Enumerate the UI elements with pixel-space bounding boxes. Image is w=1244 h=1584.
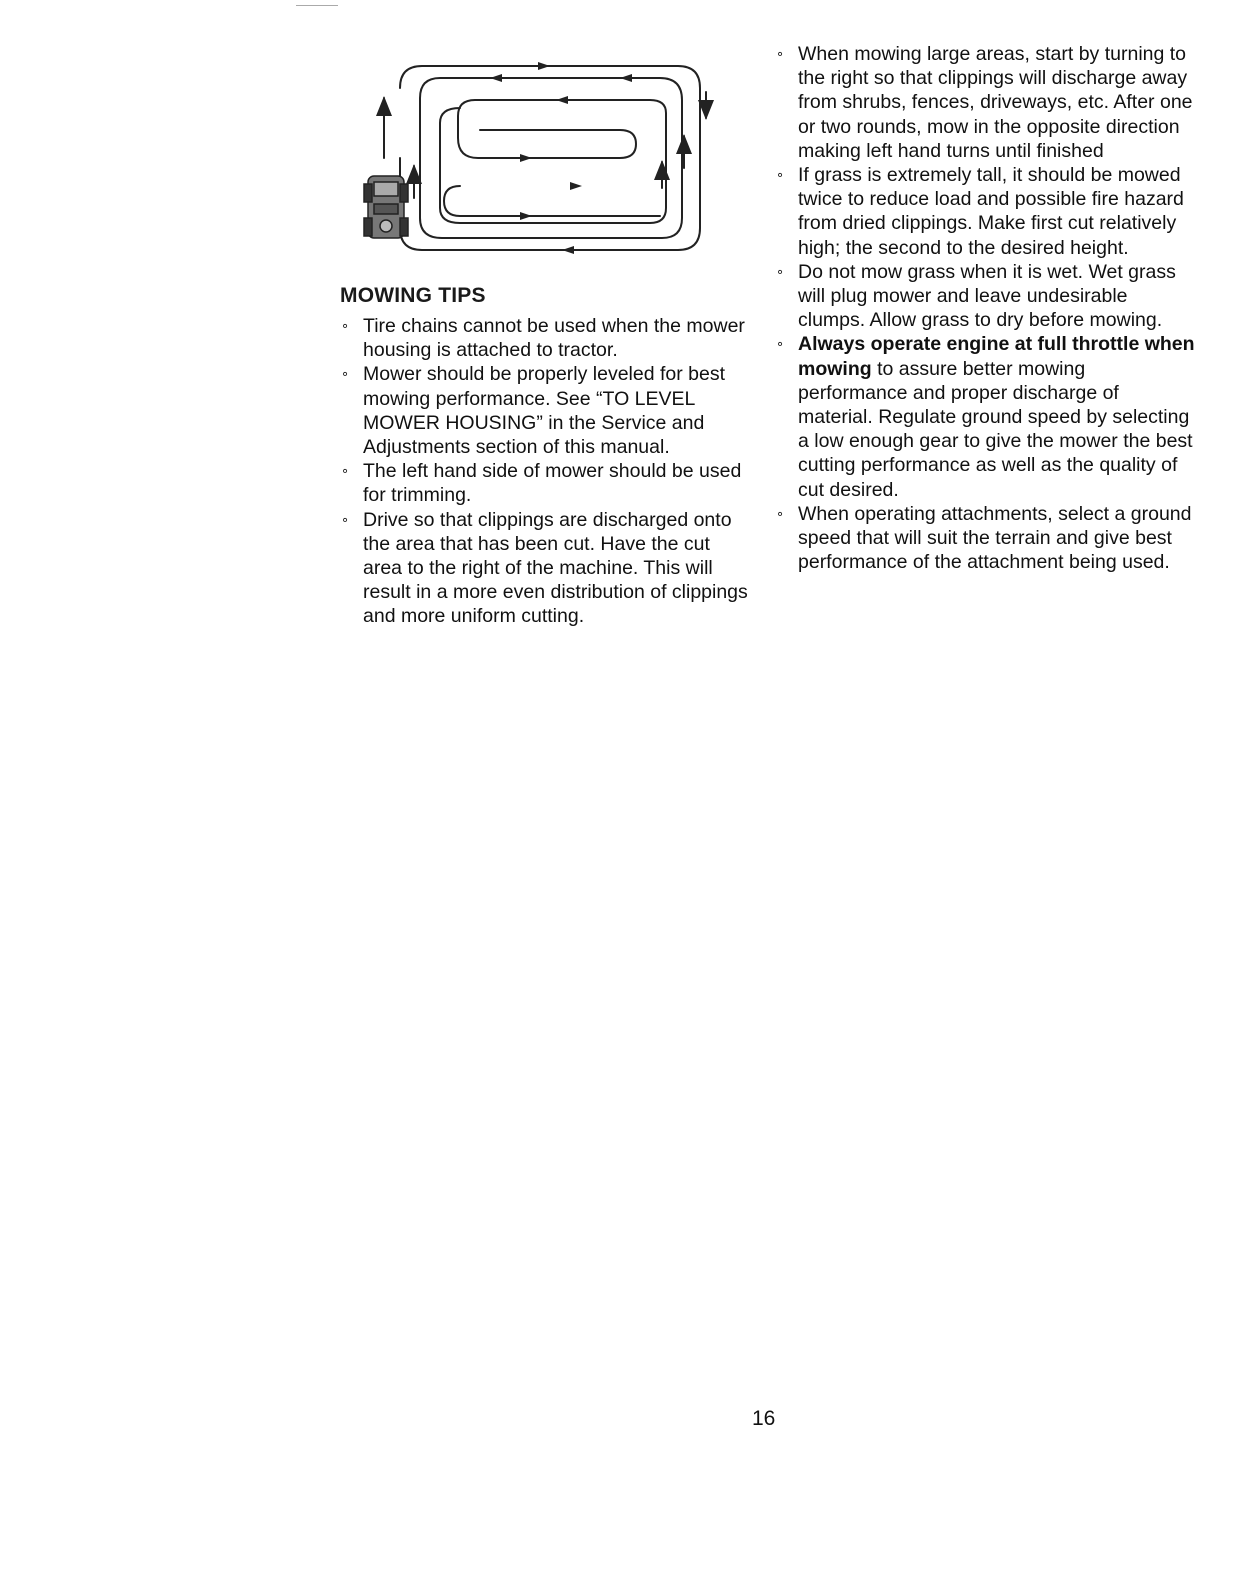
bullet-icon: ∘ — [776, 46, 785, 61]
arrow-top-right — [538, 62, 550, 70]
right-tips-list — [775, 42, 1195, 574]
list-item — [340, 362, 750, 459]
bullet-icon: ∘ — [341, 318, 350, 333]
list-item — [775, 163, 1195, 260]
arrow-second-left — [490, 74, 502, 82]
tip-text: Mower should be properly leveled for best mowing performance. See “TO LEVEL MOWER HOUSING” in the Service and Adjustments section of this manual. — [363, 363, 726, 459]
arrow-inner-right — [520, 154, 532, 162]
left-column — [340, 284, 750, 629]
list-item — [775, 42, 1195, 163]
tip-text: When mowing large areas, start by turning to the right so that clippings will discharge away from shrubs, fences, driveways, etc. After one or two rounds, mow in the opposite direction making left hand turns until finished — [798, 43, 1193, 162]
tip-bold-text: Always operate engine at full throttle when mowing — [798, 333, 1195, 380]
list-item — [775, 502, 1195, 575]
inner-spiral — [440, 100, 666, 223]
bullet-icon: ∘ — [341, 366, 350, 382]
arrow-bottom-left — [562, 246, 574, 254]
tip-text: Tire chains cannot be used when the mower housing is attached to tractor. — [363, 315, 745, 362]
list-item — [340, 314, 750, 362]
bullet-icon: ∘ — [776, 167, 785, 183]
list-item — [775, 260, 1195, 333]
arrow-mid-left — [556, 96, 568, 104]
arrow-bottom-right — [520, 212, 532, 220]
section-title: MOWING TIPS — [340, 284, 486, 307]
scan-artifact — [296, 5, 338, 6]
list-item — [340, 459, 750, 507]
bullet-icon: ∘ — [776, 336, 785, 352]
tractor-icon — [364, 176, 408, 238]
list-item — [775, 332, 1195, 501]
tip-text: Do not mow grass when it is wet. Wet grass will plug mower and leave undesirable clumps. Allow grass to dry before mowing. — [798, 260, 1176, 332]
bullet-icon: ∘ — [776, 505, 785, 521]
right-column — [775, 42, 1195, 574]
bullet-icon: ∘ — [341, 511, 350, 527]
list-item — [340, 508, 750, 629]
tip-text: The left hand side of mower should be used for trimming. — [363, 460, 742, 507]
mowing-pattern-diagram — [360, 58, 720, 268]
arrow-second-left-2 — [620, 74, 632, 82]
tip-text: When operating attachments, select a ground speed that will suit the terrain and give best performance of the attachment being used. — [798, 502, 1192, 574]
arrow-lower-right — [570, 182, 582, 190]
bullet-icon: ∘ — [341, 463, 350, 479]
bullet-icon: ∘ — [776, 263, 785, 279]
inner-spiral-2 — [444, 186, 660, 216]
page-number: 16 — [752, 1407, 776, 1430]
left-tips-list — [340, 314, 750, 629]
tip-text: Drive so that clippings are discharged onto the area that has been cut. Have the cut area to the right of the machine. This will result in a more even distribution of clippings and more uniform cutting. — [363, 508, 748, 628]
tip-text: If grass is extremely tall, it should be mowed twice to reduce load and possible fire hazard from dried clippings. Make first cut relatively high; the second to the desired height. — [798, 164, 1184, 259]
tip-text: to assure better mowing performance and proper discharge of material. Regulate ground speed by selecting a low enough gear to give the mower the best cutting performance as well as the quality of cut desired. — [798, 357, 1193, 501]
